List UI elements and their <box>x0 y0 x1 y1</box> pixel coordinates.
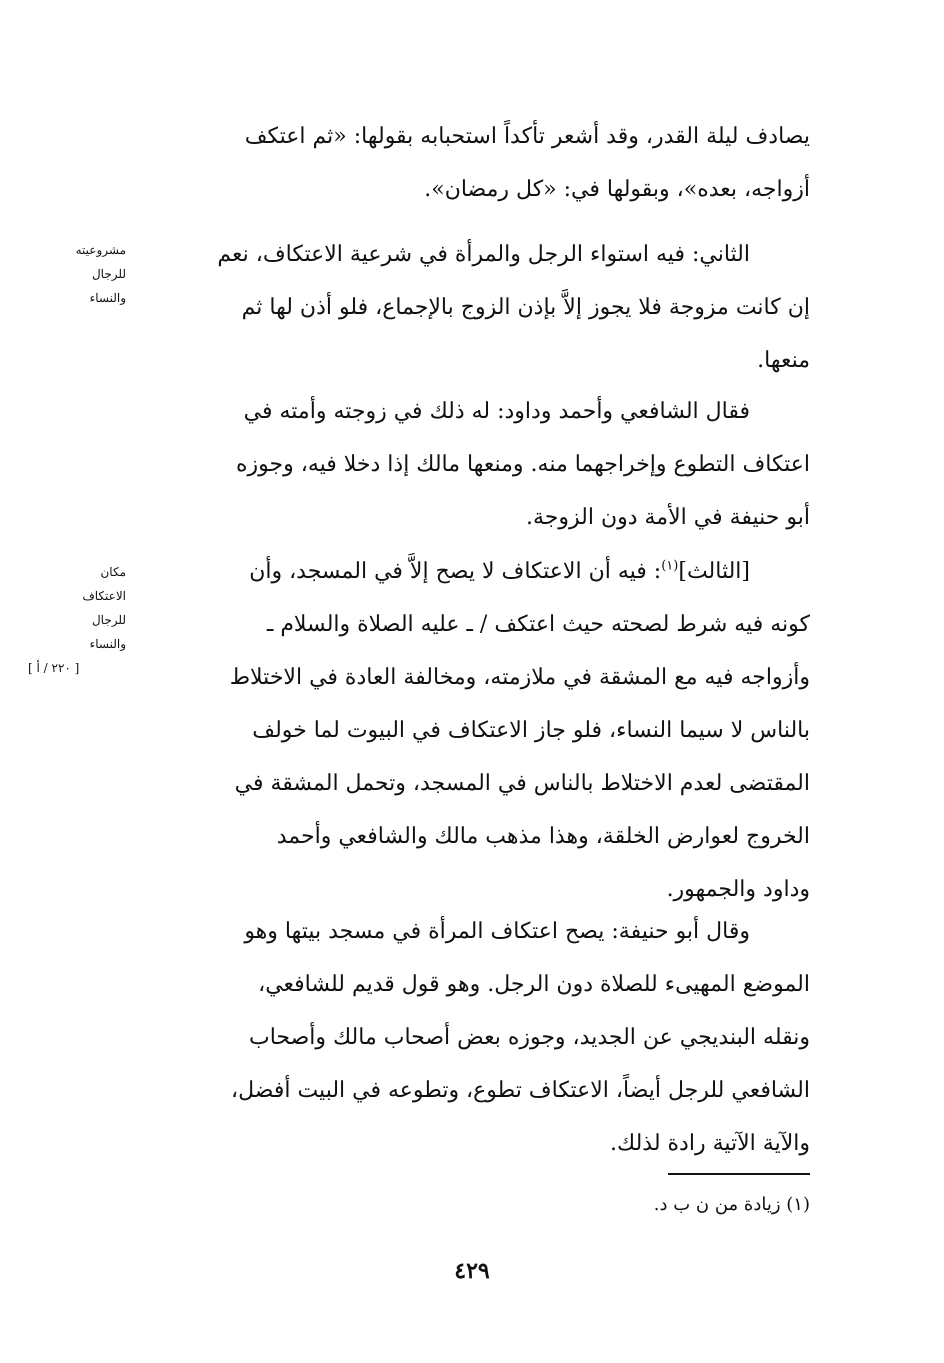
margin-note-line: والنساء <box>89 637 126 651</box>
margin-note-place <box>28 560 126 680</box>
text-line-content: : فيه أن الاعتكاف لا يصح إلاَّ في المسجد، وأن <box>249 559 662 584</box>
text-line: بالناس لا سيما النساء، فلو جاز الاعتكاف في البيوت لما خولف <box>252 718 810 743</box>
text-line: اعتكاف التطوع وإخراجهما منه. ومنعها مالك إذا دخلا فيه، وجوزه <box>236 452 810 477</box>
paragraph-2 <box>148 228 810 387</box>
page-number: ٤٢٩ <box>454 1258 490 1284</box>
text-line <box>148 545 810 598</box>
margin-note-line: والنساء <box>89 291 126 305</box>
text-line: إن كانت مزوجة فلا يجوز إلاَّ بإذن الزوج بالإجماع، فلو أذن لها ثم <box>241 295 810 320</box>
section-heading: [الثالث] <box>678 559 750 584</box>
text-line: ونقله البنديجي عن الجديد، وجوزه بعض أصحاب مالك وأصحاب <box>248 1025 810 1050</box>
text-line: وقال أبو حنيفة: يصح اعتكاف المرأة في مسجد بيتها وهو <box>244 919 750 944</box>
text-line: وداود والجمهور. <box>666 877 810 902</box>
paragraph-4 <box>148 545 810 916</box>
text-line: والآية الآتية رادة لذلك. <box>610 1131 810 1156</box>
text-line: الثاني: فيه استواء الرجل والمرأة في شرعية الاعتكاف، نعم <box>217 242 750 267</box>
text-line: أزواجه، بعده»، وبقولها في: «كل رمضان». <box>424 177 810 202</box>
text-line: الشافعي للرجل أيضاً، الاعتكاف تطوع، وتطوعه في البيت أفضل، <box>230 1078 810 1103</box>
margin-note-line: للرجال <box>91 267 126 281</box>
text-line: كونه فيه شرط لصحته حيث اعتكف / ـ عليه الصلاة والسلام ـ <box>266 612 810 637</box>
margin-note-line: مكان <box>100 565 126 579</box>
margin-note-line: مشروعيته <box>75 243 126 257</box>
footnote-divider <box>668 1173 810 1175</box>
text-line: المقتضى لعدم الاختلاط بالناس في المسجد، وتحمل المشقة في <box>234 771 810 796</box>
footnote: (١) زيادة من ن ب د. <box>653 1194 810 1215</box>
paragraph-5 <box>148 905 810 1170</box>
text-line: فقال الشافعي وأحمد وداود: له ذلك في زوجته وأمته في <box>243 399 750 424</box>
text-line: الموضع المهيىء للصلاة دون الرجل. وهو قول قديم للشافعي، <box>258 972 810 997</box>
margin-note-line: للرجال <box>91 613 126 627</box>
manuscript-page-reference: [ ٢٢٠ / أ ] <box>28 661 80 675</box>
footnote-reference[interactable]: (١) <box>661 558 679 574</box>
paragraph-3 <box>148 385 810 544</box>
text-line: الخروج لعوارض الخلقة، وهذا مذهب مالك والشافعي وأحمد <box>276 824 810 849</box>
text-line: وأزواجه فيه مع المشقة في ملازمته، ومخالفة العادة في الاختلاط <box>229 665 810 690</box>
margin-note-legitimacy <box>28 238 126 310</box>
text-line: أبو حنيفة في الأمة دون الزوجة. <box>525 505 810 530</box>
paragraph-1 <box>148 110 810 216</box>
text-line: منعها. <box>757 348 810 373</box>
margin-note-line: الاعتكاف <box>82 589 126 603</box>
text-line: يصادف ليلة القدر، وقد أشعر تأكداً استحبابه بقولها: «ثم اعتكف <box>244 124 810 149</box>
